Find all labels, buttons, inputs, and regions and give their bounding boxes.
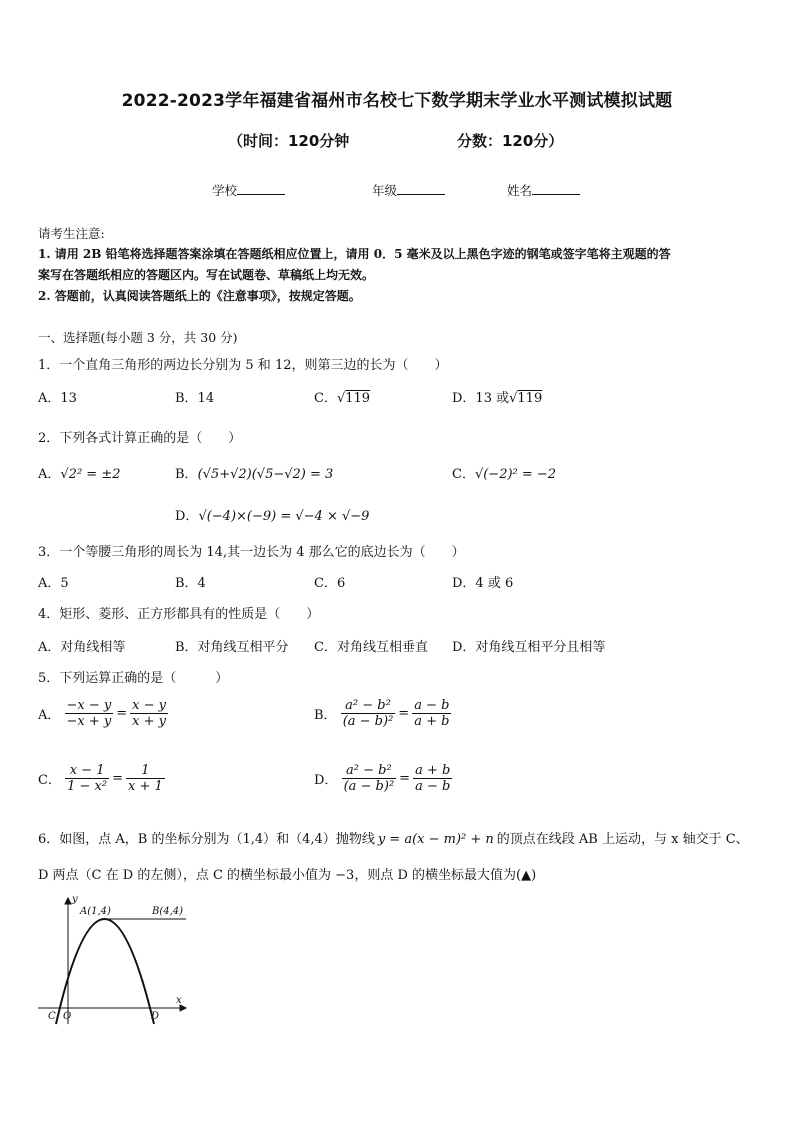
q1-stem: 1．一个直角三角形的两边长分别为 5 和 12，则第三边的长为（ ）	[38, 358, 448, 373]
q6-line1: 6．如图，点 A，B 的坐标分别为（1,4）和（4,4）抛物线 y = a(x − m)² + n 的顶点在线段 AB 上运动，与 x 轴交于 C、	[38, 832, 749, 847]
q4-option-c: C．对角线互相垂直	[314, 640, 428, 655]
q6-line2: D 两点（C 在 D 的左侧），点 C 的横坐标最小值为 −3，则点 D 的横坐标最大值为(▲)	[38, 868, 537, 883]
q4-option-b: B．对角线互相平分	[175, 640, 289, 655]
q2-option-b: B．(√5+√2)(√5−√2) = 3	[175, 467, 334, 482]
q3-option-b: B．4	[175, 576, 206, 591]
q3-option-d: D．4 或 6	[452, 576, 514, 591]
name-blank	[532, 182, 580, 195]
label-c: C	[48, 1011, 56, 1022]
q1-option-b: B．14	[175, 391, 215, 406]
parabola-figure	[36, 892, 196, 1027]
label-a: A(1,4)	[80, 906, 111, 917]
q3-stem: 3．一个等腰三角形的周长为 14,其一边长为 4 那么它的底边长为（ ）	[38, 545, 465, 560]
grade-field: 年级	[372, 181, 445, 199]
score-label: 分数：120分）	[457, 132, 564, 150]
q2-option-d: D．√(−4)×(−9) = √−4 × √−9	[175, 509, 370, 524]
notice-heading: 请考生注意:	[38, 226, 105, 241]
y-axis-arrow	[65, 898, 71, 904]
label-x: x	[176, 995, 182, 1006]
section-heading: 一、选择题(每小题 3 分，共 30 分)	[38, 330, 238, 345]
notice-line1b: 案写在答题纸相应的答题区内。写在试题卷、草稿纸上均无效。	[38, 268, 375, 282]
label-y: y	[72, 894, 78, 905]
q2-stem: 2．下列各式计算正确的是（ ）	[38, 431, 242, 446]
q2-option-a: A．√2² = ±2	[38, 467, 121, 482]
name-field: 姓名	[507, 181, 580, 199]
q3-option-a: A．5	[38, 576, 69, 591]
q2-option-c: C．√(−2)² = −2	[452, 467, 557, 482]
school-field: 学校	[212, 181, 285, 199]
q1-option-d: D．13 或√119	[452, 391, 543, 406]
notice-line1a: 1. 请用 2B 铅笔将选择题答案涂填在答题纸相应位置上，请用 0．5 毫米及以上黑色字迹的钢笔或签字笔将主观题的答	[38, 247, 671, 261]
label-d: D	[151, 1011, 160, 1022]
label-o: O	[63, 1011, 72, 1022]
q4-option-d: D．对角线互相平分且相等	[452, 640, 606, 655]
school-blank	[237, 182, 285, 195]
q5-option-c: C． $\frac{x - 1}{\text{1 − x²}}$ = $\frac{1}{x + 1}$	[38, 763, 163, 794]
q5-option-a: A． $\frac{-x - y}{-x + y}$ = $\frac{x - y}{x + y}$	[38, 698, 167, 729]
label-b: B(4,4)	[152, 906, 184, 917]
q1-option-a: A．13	[38, 391, 77, 406]
q4-stem: 4．矩形、菱形、正方形都具有的性质是（ ）	[38, 607, 320, 622]
q5-option-b: B． $\frac{\text{a² − b²}}{\text{(a − b)²}}$ = $\frac{a - b}{a + b}$	[314, 698, 450, 729]
exam-title: 2022-2023学年福建省福州市名校七下数学期末学业水平测试模拟试题	[121, 91, 673, 111]
q4-option-a: A．对角线相等	[38, 640, 126, 655]
q1-option-c: C．√119	[314, 391, 371, 406]
time-label: （时间：120分钟	[228, 132, 350, 150]
grade-blank	[397, 182, 445, 195]
q5-option-d: D． $\frac{\text{a² − b²}}{\text{(a − b)²}}$ = $\frac{a + b}{a - b}$	[314, 763, 451, 794]
q3-option-c: C．6	[314, 576, 346, 591]
notice-line2: 2. 答题前，认真阅读答题纸上的《注意事项》，按规定答题。	[38, 289, 361, 303]
q5-stem: 5．下列运算正确的是（ ）	[38, 671, 229, 686]
